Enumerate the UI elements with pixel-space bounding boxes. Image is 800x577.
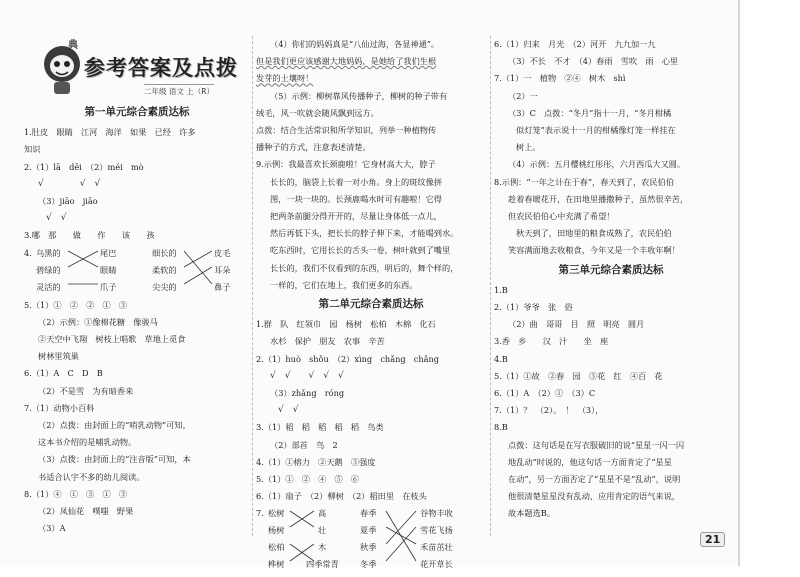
c3-l12: 秋天到了，田地里的粮食成熟了，农民伯伯 xyxy=(516,228,672,239)
c2-l11: 把两条前腿分得开开的，尽量让身体低一点儿， xyxy=(270,211,442,222)
u1-q2b-ticks: √ √ xyxy=(46,213,67,224)
match-left-1: 乌黑的 xyxy=(36,247,61,258)
column-2 xyxy=(256,36,486,577)
u3-q5: 5.（1）①故 ②春 园 ③花 红 ④百 花 xyxy=(494,370,663,381)
u1-q8c: （3）A xyxy=(38,523,66,534)
u2-q3b: （2）部首 鸟 2 xyxy=(270,439,338,450)
m2-rl-3: 秋季 xyxy=(360,542,377,553)
unit2-title: 第二单元综合素质达标 xyxy=(318,298,424,311)
c3-l8: （4）示例：五月樱桃红彤彤，六月西瓜大又圆。 xyxy=(508,159,686,170)
u2-q2b-ticks: √ √ xyxy=(278,405,299,416)
match-mid-3: 爪子 xyxy=(100,281,117,292)
u2-q4: 4.（1）①榕力 ②天鹅 ③强度 xyxy=(256,456,376,467)
u3-q8e: 故本题选B。 xyxy=(508,508,555,519)
u1-q7a: 7.（1）动物小百科 xyxy=(24,402,95,413)
match-rl-2: 柔软的 xyxy=(152,264,177,275)
m2-rr-3: 禾苗茁壮 xyxy=(420,542,453,553)
u2-q7-matching: 7. 松树 杨树 松柏 桦树 高 壮 木 四季常青 春季 夏季 秋季 冬季 谷物丰收 雪花飞扬 禾苗茁壮 花开草长 xyxy=(256,505,486,577)
u3-q8a: 点拨：这句话是在写衣服破旧的说“星星一闪一闪 xyxy=(508,439,685,450)
m2-mid-1: 高 xyxy=(318,508,327,519)
c3-l9: 8.示例：“一年之计在于春”，春天到了，农民伯伯 xyxy=(494,176,674,187)
u1-q2: 2.（1）lā dēi （2）méi mò xyxy=(24,161,144,172)
m2-mid-4: 四季常青 xyxy=(306,559,339,570)
u3-q8c: 在动”，另一方面否定了“星星不是“乱动”，说明 xyxy=(508,474,681,485)
u1-q5b: （2）示例：①像棉花糖 像骏马 xyxy=(38,316,158,327)
c2-l2: 但是我们更应该感谢大地妈妈，是她给了我们生根 xyxy=(256,56,437,67)
c2-l12: 然后再低下头，把长长的脖子伸下来，才能喝到水。 xyxy=(270,228,459,239)
u1-q4-matching: 4. 乌黑的 碧绿的 灵活的 尾巴 眼睛 爪子 细长的 柔软的 尖尖的 皮毛 耳朵 鼻子 xyxy=(24,245,250,297)
u3-q8: 8.B xyxy=(494,422,508,433)
m2-rr-1: 谷物丰收 xyxy=(420,508,453,519)
u1-q5d: 树林里筑巢 xyxy=(38,351,79,362)
c3-l13: 笑容满面地去收粮食，今年又是一个丰收年啊！ xyxy=(508,245,680,256)
match-mid-2: 眼睛 xyxy=(100,264,117,275)
column-divider-2 xyxy=(490,36,491,536)
c3-l3: 7.（1）一 植物 ②④ 树木 shì xyxy=(494,73,626,84)
u2-q2: 2.（1）huò shǒu （2）xìng chǎng chǎng xyxy=(256,353,440,364)
u1-q1: 1.肚皮 眼睛 江河 海洋 如果 已经 许多 xyxy=(24,127,196,138)
u2-q3: 3.（1）稻 稻 稻 稻 稻 鸟类 xyxy=(256,422,384,433)
u1-q3: 3.哪 那 做 作 该 孩 xyxy=(24,230,155,241)
u3-q3: 3.香 乡 汉 汁 坐 座 xyxy=(494,336,609,347)
m2-rl-1: 春季 xyxy=(360,508,377,519)
u3-q2b: （2）曲 哥哥 目 照 明亮 圆月 xyxy=(508,319,645,330)
u1-q7b: （2）点拨：由封面上的“哨乳动物”可知， xyxy=(38,420,191,431)
brand-mark: 典 xyxy=(68,40,78,51)
c2-l8: 9.示例：我最喜欢长颈鹿啦！它身材高大大，脖子 xyxy=(256,159,436,170)
m2-rr-4: 花开草长 xyxy=(420,559,453,570)
c3-l7: 树上。 xyxy=(516,142,541,153)
column-divider-1 xyxy=(252,36,253,536)
u1-q2b: （3）jiāo jiāo xyxy=(38,196,98,207)
u2-q6: 6.（1）扇子 （2）柳树 （2）稻田里 在枝头 xyxy=(256,491,427,502)
page-number: 21 xyxy=(700,532,725,547)
c2-l7: 播种子的方式，注意表述清楚。 xyxy=(256,142,371,153)
c2-l4: （5）示例：柳树靠风传播种子，柳树的种子带有 xyxy=(270,90,448,101)
c2-l1: （4）你们的妈妈真是“八仙过海，各显神通”。 xyxy=(270,39,440,49)
m2-left-4: 桦树 xyxy=(268,559,285,570)
page-title: 参考答案及点拨 xyxy=(84,56,238,80)
u2-q2-ticks: √ √ √ √ √ xyxy=(270,370,344,381)
u3-q8d: 他很清楚星星没有乱动，应用肯定的语气来说， xyxy=(508,491,680,502)
c3-l6: 似灯笼”表示说十一月的柑橘像灯笼一样挂在 xyxy=(516,125,676,136)
u1-q7c: 这本书介绍的是哺乳动物。 xyxy=(38,437,137,448)
u1-q6a: 6.（1）A C D B xyxy=(24,368,103,379)
c2-l15: 一样的，它们在地上，我们更多的东西。 xyxy=(270,279,418,290)
u2-q5: 5.（1）① ② ④ ⑤ ⑥ xyxy=(256,474,360,485)
u1-q8b: （2）凤仙花 噗嗤 野果 xyxy=(38,506,134,517)
match-rr-1: 皮毛 xyxy=(214,247,231,258)
grade-subtitle: 二年级 语文 上（R） xyxy=(144,84,214,97)
u3-q2: 2.（1）爷爷 张 俗 xyxy=(494,302,573,313)
c3-l11: 但农民伯伯心中充满了希望！ xyxy=(508,211,615,222)
c2-l9: 长长的，脑袋上长着一对小角。身上的斑纹像拼 xyxy=(270,176,442,187)
u1-q8a: 8.（1）④ ① ③ ① ③ xyxy=(24,488,128,499)
c2-l13: 吃东西时，它用长长的舌头一卷，树叶就到了嘴里 xyxy=(270,245,451,256)
match-mid-1: 尾巴 xyxy=(100,247,117,258)
u3-q8b: 地乱动”时说的，他这句话一方面肯定了“星星 xyxy=(508,456,672,467)
match-left-2: 碧绿的 xyxy=(36,264,61,275)
u3-q4: 4.B xyxy=(494,353,508,364)
m2-left-1: 松树 xyxy=(268,508,285,519)
m2-mid-3: 木 xyxy=(318,542,327,553)
unit3-title: 第三单元综合素质达标 xyxy=(558,263,664,276)
u3-q7: 7.（1）？ （2）。 ！ （3）， xyxy=(494,405,604,416)
match-rl-3: 尖尖的 xyxy=(152,281,177,292)
match-rr-3: 鼻子 xyxy=(214,281,231,292)
m2-rr-2: 雪花飞扬 xyxy=(420,525,453,536)
c2-l3: 发芽的土壤呀！ xyxy=(256,73,314,84)
m2-left-3: 松柏 xyxy=(268,542,285,553)
c2-l14: 长长的，我们不仅看到的东西，明后的，舞个样的， xyxy=(270,262,459,273)
match-left-3: 灵活的 xyxy=(36,281,61,292)
answer-header xyxy=(40,36,250,98)
m2-rl-4: 冬季 xyxy=(360,559,377,570)
c3-l5: （3）C 点拨：“冬月”指十一月，“冬月柑橘 xyxy=(508,107,672,118)
u2-q2b: （3）zhǎng róng xyxy=(270,388,345,399)
column-3 xyxy=(494,36,728,523)
c3-l1: 6.（1）归来 月光 （2）河开 九九加一九 xyxy=(494,39,656,49)
m2-left-2: 杨树 xyxy=(268,525,285,536)
u2-q1: 1.群 队 红领巾 园 杨树 松柏 木棉 化石 xyxy=(256,319,436,330)
m2-mid-2: 壮 xyxy=(318,525,327,536)
u1-q6b: （2）不是雪 为有暗香来 xyxy=(38,385,134,396)
m2-rl-2: 夏季 xyxy=(360,525,377,536)
u2-q1b: 水杉 保护 朋友 农事 辛苦 xyxy=(270,336,385,347)
unit1-title: 第一单元综合素质达标 xyxy=(84,106,190,118)
u1-q1b: 知识 xyxy=(24,144,41,155)
match-rr-2: 耳朵 xyxy=(214,264,231,275)
c2-l10: 图，一块一块的。长颈鹿喝水时可有趣啦！它得 xyxy=(270,193,442,204)
u3-q6: 6.（1）A （2）① （3）C xyxy=(494,388,596,399)
c3-l2: （3）不长 不才 （4）春雨 雪吹 雨 心里 xyxy=(508,56,679,67)
u1-q5a: 5.（1）① ② ② ① ③ xyxy=(24,299,128,310)
c2-l5: 绒毛，风一吹就会随风飘到远方。 xyxy=(256,107,379,118)
column-1 xyxy=(24,102,250,537)
c3-l4: （2）一 xyxy=(508,90,538,101)
u1-q7d: （3）点拨：由封面上的“注音版”可知，本 xyxy=(38,454,191,465)
match-rl-1: 细长的 xyxy=(152,247,177,258)
u1-q7e: 书适合认字不多的幼儿阅读。 xyxy=(38,471,145,482)
u1-q5c: ②天空中飞翔 树枝上唱歌 草地上觅食 xyxy=(38,334,186,345)
c3-l10: 趁着春暖花开，在田地里播撒种子，虽然很辛苦， xyxy=(508,193,689,204)
u3-q1: 1.B xyxy=(494,284,508,295)
u1-q2-ticks: √ √ √ xyxy=(38,178,101,189)
c2-l6: 点拨：结合生活常识和所学知识，列举一种植物传 xyxy=(256,125,437,136)
